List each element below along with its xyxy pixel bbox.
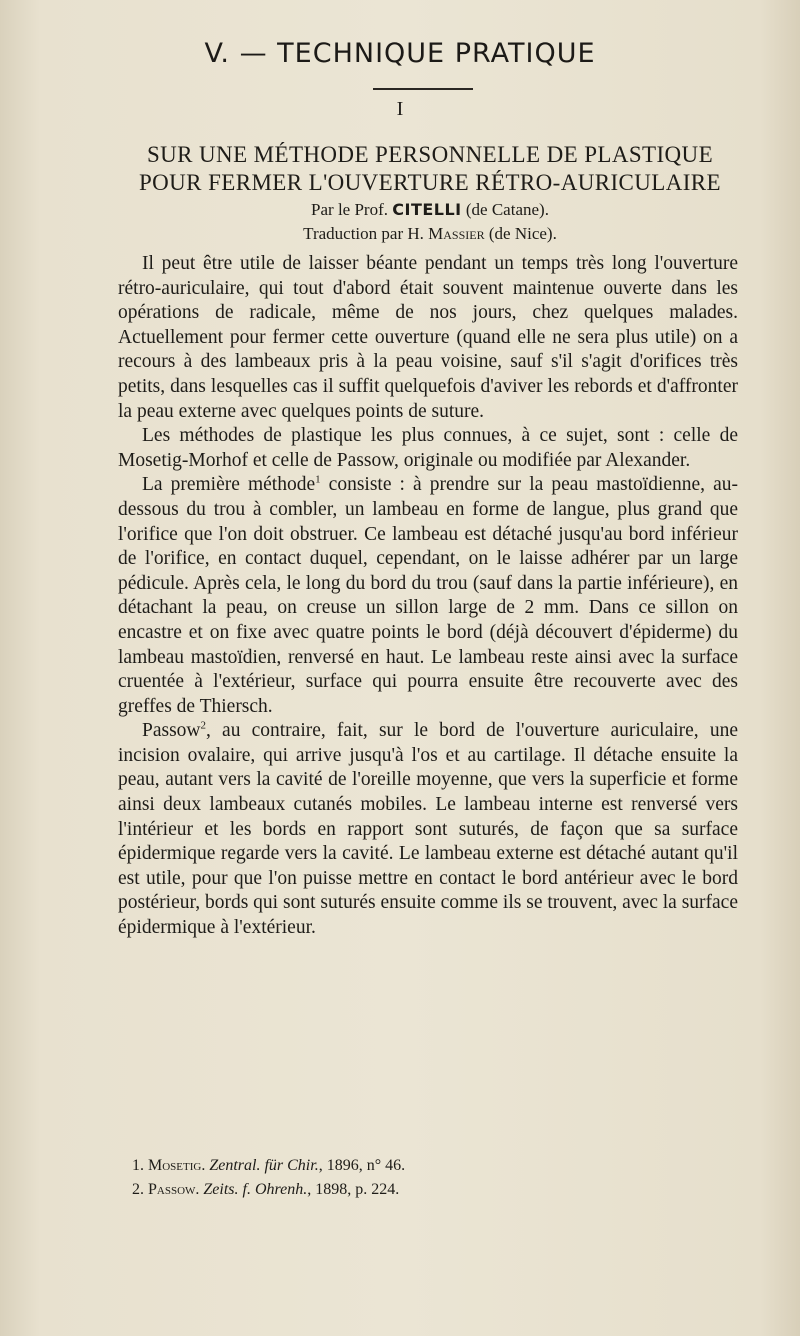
article-title-line-2: POUR FERMER L'OUVERTURE RÉTRO-AURICULAIRE: [138, 170, 722, 195]
paragraph-1: Il peut être utile de laisser béante pendant un temps très long l'ouverture rétro-auriculaire, qui tout d'abord était souvent maintenue ouverte dans les opérations de radicale, même de nos jours, chez quelques malades. Actuellement pour fermer cette ouverture (quand elle ne sera plus utile) on a recours à des lambeaux pris à la peau voisine, sauf s'il s'agit d'orifices très petits, dans lesquelles cas il suffit quelquefois d'aviver les rebords et d'affronter la peau externe avec quelques points de suture.: [118, 253, 738, 422]
footnote-number: 1.: [132, 1157, 144, 1174]
author-line: [0, 200, 800, 220]
author-prefix: Par le Prof.: [311, 200, 388, 219]
footnote-number: 2.: [132, 1181, 144, 1198]
article-title-line-1: SUR UNE MÉTHODE PERSONNELLE DE PLASTIQUE: [146, 142, 714, 167]
footnote-ref-1: 1: [315, 473, 321, 486]
heading-rule: [373, 88, 473, 90]
paragraph-3: [118, 473, 738, 719]
footnote-1: [132, 1154, 732, 1178]
paragraph-3-start: La première méthode: [142, 474, 316, 496]
article-body: [118, 252, 738, 941]
paragraph-3-rest: consiste : à prendre sur la peau mastoïdienne, au-dessous du trou à combler, un lambeau en forme de langue, plus grand que l'orifice que l'on doit obstruer. Ce lambeau est détaché jusqu'au bord inférieur de l'orifice, en contact duquel, cependant, on le laisse adhérer par un large pédicule. Après cela, le long du bord du trou (sauf dans la partie inférieure), en détachant la peau, on creuse un sillon large de 2 mm. Dans ce sillon on encastre et on fixe avec quatre points le bord (déjà découvert d'épiderme) du lambeau mastoïdien, renversé en haut. Le lambeau reste ainsi avec la surface cruentée à l'extérieur, surface qui pourra ensuite être recouverte avec des greffes de Thiersch.: [118, 474, 739, 717]
footnotes: [132, 1154, 732, 1202]
translator-name: Massier: [428, 224, 485, 243]
paragraph-4-rest: , au contraire, fait, sur le bord de l'ouverture auriculaire, une incision ovalaire, qui arrive jusqu'à l'os et au cartilage. Il détache ensuite la peau, autant vers la cavité de l'oreille moyenne, que vers la superficie et forme ainsi deux lambeaux cutanés mobiles. Le lambeau interne est renversé vers l'intérieur et les bords en rapport sont suturés, de façon que sa surface épidermique regarde vers la cavité. Le lambeau externe est détaché autant qu'il est utile, pour que l'on puisse mettre en contact le bord antérieur avec le bord postérieur, bords qui sont suturés ensuite comme ils se trouvent, avec la surface épidermique à l'extérieur.: [118, 720, 738, 939]
paragraph-4-start: Passow: [142, 720, 201, 742]
translator-suffix: (de Nice).: [488, 224, 557, 243]
footnote-reference: , 1896, n° 46.: [318, 1157, 406, 1174]
article-number: I: [396, 98, 404, 120]
footnote-journal: Zentral. für Chir.: [209, 1157, 319, 1174]
footnote-journal: Zeits. f. Ohrenh.: [203, 1181, 308, 1198]
paragraph-2: Les méthodes de plastique les plus connues, à ce sujet, sont : celle de Mosetig-Morhof et celle de Passow, originale ou modifiée par Alexander.: [118, 425, 738, 471]
author-suffix: (de Catane).: [465, 200, 549, 219]
section-heading: V. — TECHNIQUE PRATIQUE: [204, 38, 596, 69]
footnote-2: [132, 1178, 732, 1202]
translation-prefix: Traduction par H.: [303, 224, 424, 243]
footnote-author: Mosetig.: [148, 1157, 206, 1174]
footnote-author: Passow.: [148, 1181, 200, 1198]
footnote-ref-2: 2: [200, 719, 207, 732]
footnote-reference: , 1898, p. 224.: [307, 1181, 400, 1198]
paragraph-4: [118, 719, 738, 940]
translator-line: [0, 224, 800, 244]
author-name: CITELLI: [392, 200, 462, 219]
